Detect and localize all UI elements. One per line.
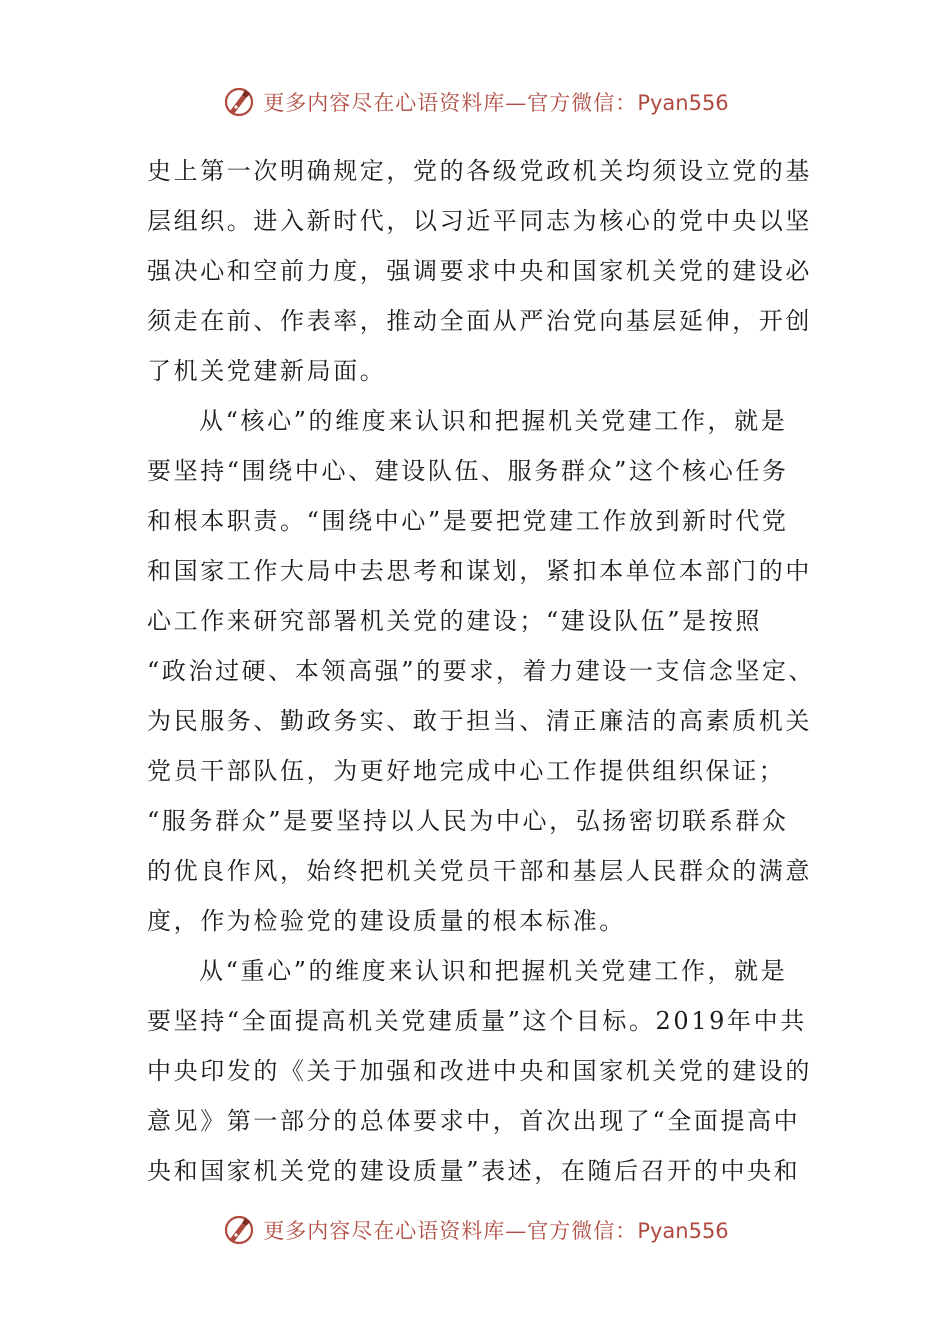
text-line: 要坚持“围绕中心、建设队伍、服务群众”这个核心任务 [147,457,789,485]
text-line: 须走在前、作表率，推动全面从严治党向基层延伸，开创 [147,307,812,335]
wechat-id: Pyan556 [637,1219,729,1243]
footer-banner [0,1208,950,1252]
text-line: “服务群众”是要坚持以人民为中心，弘扬密切联系群众 [147,807,789,835]
text-line: 意见》第一部分的总体要求中，首次出现了“全面提高中 [147,1107,801,1135]
text-line: 央和国家机关党的建设质量”表述，在随后召开的中央和 [147,1157,801,1185]
banner-text: 更多内容尽在心语资料库—官方微信：Pyan556 [263,91,729,115]
text-line: 的优良作风，始终把机关党员干部和基层人民群众的满意 [147,857,812,885]
text-line: “政治过硬、本领高强”的要求，着力建设一支信念坚定、 [147,657,816,685]
pen-nib-circle-icon [221,84,257,120]
text-line: 为民服务、勤政务实、敢于担当、清正廉洁的高素质机关 [147,707,812,735]
text-line: 了机关党建新局面。 [147,357,387,385]
document-body [147,146,816,1196]
header-banner [0,80,950,124]
text-line: 和根本职责。“围绕中心”是要把党建工作放到新时代党 [147,507,789,535]
text-line: 和国家工作大局中去思考和谋划，紧扣本单位本部门的中 [147,557,812,585]
text-line: 从“重心”的维度来认识和把握机关党建工作，就是 [199,957,788,985]
text-line: 强决心和空前力度，强调要求中央和国家机关党的建设必 [147,257,812,285]
text-line: 史上第一次明确规定，党的各级党政机关均须设立党的基 [147,157,812,185]
text-line: 心工作来研究部署机关党的建设；“建设队伍”是按照 [147,607,762,635]
text-line: 中央印发的《关于加强和改进中央和国家机关党的建设的 [147,1057,812,1085]
text-line: 度，作为检验党的建设质量的根本标准。 [147,907,626,935]
banner-text: 更多内容尽在心语资料库—官方微信：Pyan556 [263,1219,729,1243]
text-line: 要坚持“全面提高机关党建质量”这个目标。2019年中共 [147,1007,807,1035]
text-line: 从“核心”的维度来认识和把握机关党建工作，就是 [199,407,788,435]
wechat-id: Pyan556 [637,91,729,115]
text-line: 党员干部队伍，为更好地完成中心工作提供组织保证； [147,757,786,785]
pen-nib-circle-icon [221,1212,257,1248]
text-line: 层组织。进入新时代，以习近平同志为核心的党中央以坚 [147,207,812,235]
